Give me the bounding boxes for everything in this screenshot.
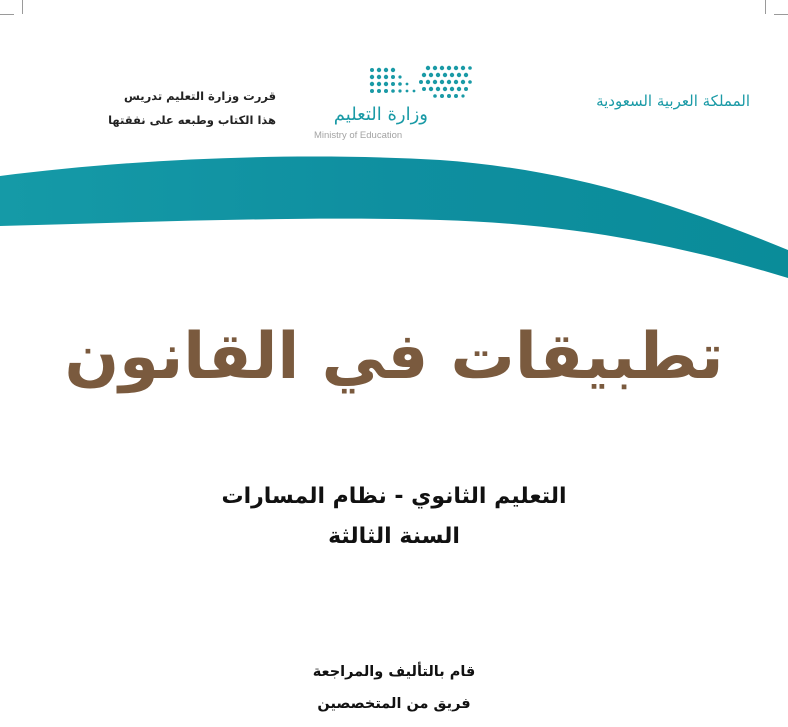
approval-line-1: قررت وزارة التعليم تدريس bbox=[124, 89, 276, 103]
book-title: تطبيقات في القانون bbox=[64, 320, 724, 394]
approval-line-2: هذا الكتاب وطبعه على نفقتها bbox=[108, 113, 276, 127]
book-subtitle-year: السنة الثالثة bbox=[328, 524, 460, 549]
credit-team: فريق من المتخصصين bbox=[317, 696, 471, 712]
decorative-teal-wave bbox=[0, 150, 788, 290]
crop-mark-top-left-vertical bbox=[22, 0, 23, 14]
ministry-name-arabic: وزارة التعليم bbox=[333, 104, 428, 125]
approval-statement bbox=[86, 84, 276, 132]
book-subtitle-program: التعليم الثانوي - نظام المسارات bbox=[221, 484, 567, 509]
country-name: المملكة العربية السعودية bbox=[596, 92, 750, 110]
ministry-name-english: Ministry of Education bbox=[314, 130, 403, 141]
credit-authoring: قام بالتأليف والمراجعة bbox=[312, 664, 476, 680]
ministry-logo-dots-icon bbox=[368, 64, 472, 100]
ministry-logo bbox=[314, 64, 474, 146]
crop-mark-top-left-horizontal bbox=[0, 14, 14, 15]
crop-mark-top-right-horizontal bbox=[774, 14, 788, 15]
crop-mark-top-right-vertical bbox=[765, 0, 766, 14]
